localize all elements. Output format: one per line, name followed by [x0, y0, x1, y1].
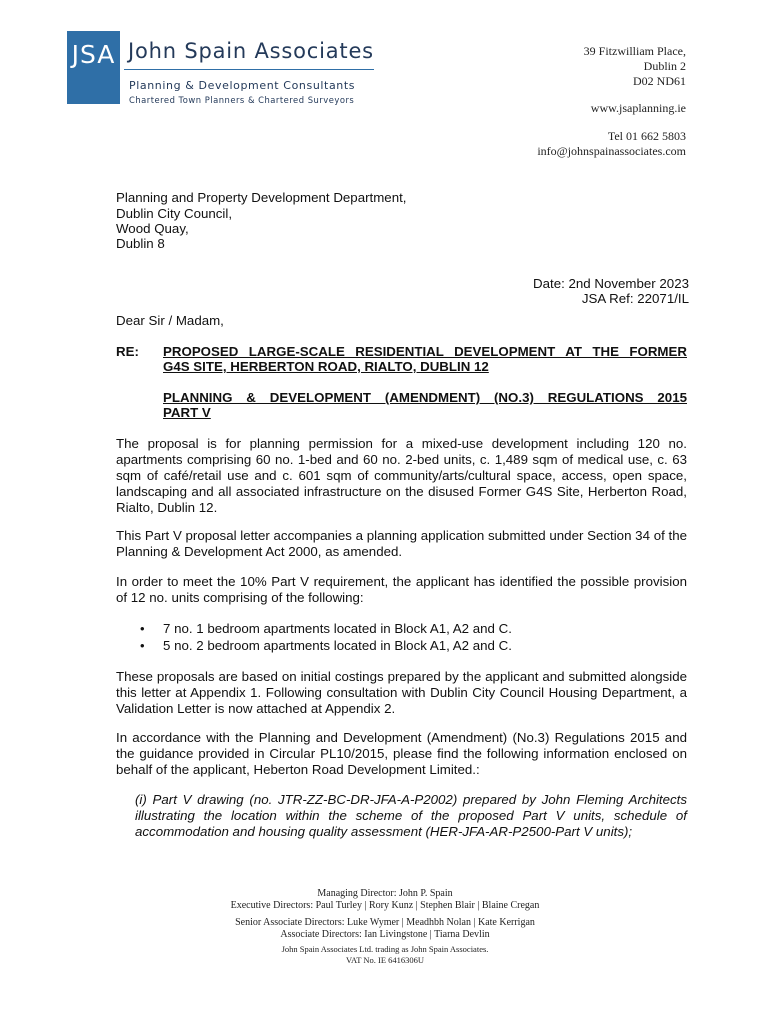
footer-senior-associate-directors: Senior Associate Directors: Luke Wymer | Meadhbh Nolan | Kate Kerrigan [235, 917, 535, 928]
logo-text: JSA [71, 40, 116, 69]
recipient-line3: Wood Quay, [116, 221, 189, 236]
paragraph-regulations: In accordance with the Planning and Development (Amendment) (No.3) Regulations 2015 and the guidance provided in Circular PL10/2015, please find the following information enclosed on behalf of the applicant, Heberton Road Development Limited.: [116, 730, 687, 777]
bullet-marker: • [140, 621, 145, 636]
company-name: John Spain Associates [128, 39, 374, 63]
recipient-line1: Planning and Property Development Department, [116, 190, 407, 205]
paragraph-costings: These proposals are based on initial costings prepared by the applicant and submitted alongside this letter at Appendix 1. Following consultation with Dublin City Council Housing Department, a Validation Letter is now attached at Appendix 2. [116, 669, 687, 716]
company-tagline: Planning & Development Consultants [129, 79, 356, 92]
paragraph-proposal: The proposal is for planning permission for a mixed-use development including 120 no. apartments comprising 60 no. 1-bed and 60 no. 2-bed units, c. 1,489 sqm of medical use, c. 63 sqm of café/retail use and c. 601 sqm of community/arts/cultural space, access, open space, landscaping and all associated infrastructure on the disused Former G4S Site, Herberton Road, Rialto, Dublin 12. [116, 436, 687, 515]
letter-date: Date: 2nd November 2023 [533, 276, 689, 291]
footer-trading-name: John Spain Associates Ltd. trading as John Spain Associates. [281, 944, 489, 954]
recipient-line2: Dublin City Council, [116, 206, 233, 221]
sender-website[interactable]: www.jsaplanning.ie [590, 101, 686, 115]
company-subtagline: Chartered Town Planners & Chartered Surveyors [129, 95, 355, 105]
re-subject-line1: PROPOSED LARGE-SCALE RESIDENTIAL DEVELOPMENT AT THE FORMER [163, 344, 687, 359]
footer-associate-directors: Associate Directors: Ian Livingstone | Tiarna Devlin [280, 929, 490, 940]
re-subject-line2: G4S SITE, HERBERTON ROAD, RIALTO, DUBLIN 12 [163, 359, 489, 374]
recipient-line4: Dublin 8 [116, 236, 165, 251]
re-label: RE: [116, 344, 139, 359]
footer-managing-director: Managing Director: John P. Spain [317, 888, 453, 899]
letter-ref: JSA Ref: 22071/IL [581, 291, 689, 306]
bullet-item: 7 no. 1 bedroom apartments located in Block A1, A2 and C. [163, 621, 512, 636]
bullet-item: 5 no. 2 bedroom apartments located in Block A1, A2 and C. [163, 638, 512, 653]
paragraph-requirement: In order to meet the 10% Part V requirement, the applicant has identified the possible provision of 12 no. units comprising of the following: [116, 574, 687, 605]
sender-tel: Tel 01 662 5803 [607, 129, 686, 143]
logo-divider [124, 69, 374, 70]
sender-address-line2: Dublin 2 [643, 59, 686, 73]
re-regulations-line: PLANNING & DEVELOPMENT (AMENDMENT) (NO.3) REGULATIONS 2015 [163, 390, 687, 405]
sender-address-line1: 39 Fitzwilliam Place, [583, 44, 686, 58]
paragraph-part-v-letter: This Part V proposal letter accompanies a planning application submitted under Section 34 of the Planning & Development Act 2000, as amended. [116, 528, 687, 559]
re-part-v: PART V [163, 405, 211, 420]
salutation: Dear Sir / Madam, [116, 313, 224, 328]
paragraph-drawing-item: (i) Part V drawing (no. JTR-ZZ-BC-DR-JFA-A-P2002) prepared by John Fleming Architects illustrating the location within the scheme of the proposed Part V units, schedule of accommodation and housing quality assessment (HER-JFA-AR-P2500-Part V units); [135, 792, 687, 839]
bullet-marker: • [140, 638, 145, 653]
sender-email[interactable]: info@johnspainassociates.com [537, 144, 686, 158]
company-logo [67, 31, 120, 104]
footer-executive-directors: Executive Directors: Paul Turley | Rory Kunz | Stephen Blair | Blaine Cregan [230, 900, 540, 911]
footer-vat-number: VAT No. IE 6416306U [345, 955, 425, 965]
sender-address-line3: D02 ND61 [633, 74, 686, 88]
